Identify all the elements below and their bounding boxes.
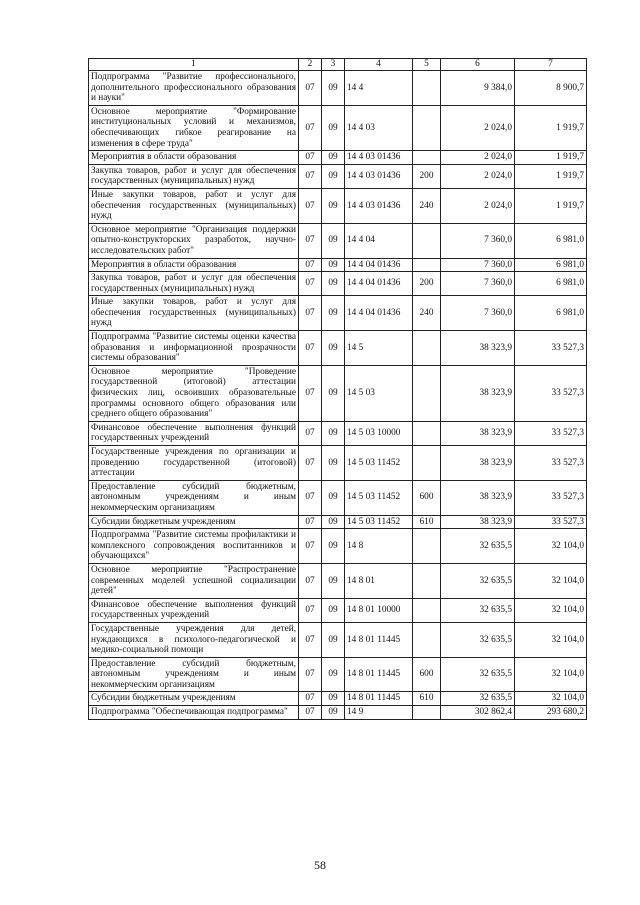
target-article-cell: 14 4 03 01436: [345, 164, 413, 188]
target-article-cell: 14 8: [345, 529, 413, 564]
amount-plan-cell: 38 323,9: [441, 515, 515, 529]
header-cell: 4: [345, 59, 413, 71]
amount-actual-cell: 8 900,7: [515, 71, 587, 106]
table-row: [89, 71, 587, 106]
amount-actual-cell: 33 527,3: [515, 515, 587, 529]
table-row: [89, 151, 587, 165]
table-row: [89, 105, 587, 150]
target-article-cell: 14 4 03 01436: [345, 151, 413, 165]
amount-actual-cell: 32 104,0: [515, 563, 587, 598]
target-article-cell: 14 4 04 01436: [345, 258, 413, 272]
target-article-cell: 14 8 01 10000: [345, 598, 413, 622]
table-row: [89, 188, 587, 223]
amount-plan-cell: 2 024,0: [441, 164, 515, 188]
expense-type-cell: 240: [413, 188, 441, 223]
amount-actual-cell: 6 981,0: [515, 296, 587, 331]
row-name-cell: Иные закупки товаров, работ и услуг для обеспечения государственных (муниципальных) нужд: [89, 296, 299, 331]
amount-plan-cell: 2 024,0: [441, 188, 515, 223]
amount-plan-cell: 32 635,5: [441, 692, 515, 706]
target-article-cell: 14 5 03: [345, 365, 413, 421]
row-name-cell: Основное мероприятие "Формирование институциональных условий и механизмов, обеспечивающих гибкое реагирование на изменения в сфере труда": [89, 105, 299, 150]
subsection-code-cell: 09: [322, 296, 345, 331]
header-cell: 3: [322, 59, 345, 71]
subsection-code-cell: 09: [322, 706, 345, 720]
table-row: [89, 657, 587, 692]
target-article-cell: 14 8 01 11445: [345, 622, 413, 657]
amount-actual-cell: 293 680,2: [515, 706, 587, 720]
expense-type-cell: [413, 331, 441, 366]
row-name-cell: Подпрограмма "Развитие профессионального, дополнительного профессионального образования и науки": [89, 71, 299, 106]
expense-type-cell: [413, 622, 441, 657]
section-code-cell: 07: [299, 105, 322, 150]
subsection-code-cell: 09: [322, 598, 345, 622]
expense-type-cell: [413, 706, 441, 720]
subsection-code-cell: 09: [322, 164, 345, 188]
subsection-code-cell: 09: [322, 563, 345, 598]
expense-type-cell: [413, 223, 441, 258]
amount-actual-cell: 1 919,7: [515, 188, 587, 223]
table-row: [89, 563, 587, 598]
expense-type-cell: [413, 529, 441, 564]
subsection-code-cell: 09: [322, 365, 345, 421]
expense-type-cell: 600: [413, 480, 441, 515]
subsection-code-cell: 09: [322, 529, 345, 564]
header-cell: 2: [299, 59, 322, 71]
table-row: [89, 223, 587, 258]
row-name-cell: Финансовое обеспечение выполнения функций государственных учреждений: [89, 421, 299, 445]
amount-actual-cell: 33 527,3: [515, 421, 587, 445]
table-row: [89, 365, 587, 421]
section-code-cell: 07: [299, 258, 322, 272]
row-name-cell: Предоставление субсидий бюджетным, автономным учреждениям и иным некоммерческим организациям: [89, 657, 299, 692]
section-code-cell: 07: [299, 515, 322, 529]
expense-type-cell: [413, 151, 441, 165]
amount-actual-cell: 6 981,0: [515, 272, 587, 296]
amount-plan-cell: 38 323,9: [441, 446, 515, 481]
target-article-cell: 14 4 03: [345, 105, 413, 150]
target-article-cell: 14 8 01: [345, 563, 413, 598]
table-row: [89, 598, 587, 622]
row-name-cell: Подпрограмма "Развитие системы оценки качества образования и информационной прозрачности системы образования": [89, 331, 299, 366]
table-row: [89, 258, 587, 272]
row-name-cell: Подпрограмма "Развитие системы профилактики и комплексного сопровождения воспитанников и обучающихся": [89, 529, 299, 564]
amount-plan-cell: 32 635,5: [441, 529, 515, 564]
subsection-code-cell: 09: [322, 105, 345, 150]
amount-actual-cell: 32 104,0: [515, 598, 587, 622]
subsection-code-cell: 09: [322, 71, 345, 106]
amount-actual-cell: 1 919,7: [515, 164, 587, 188]
section-code-cell: 07: [299, 563, 322, 598]
amount-actual-cell: 1 919,7: [515, 105, 587, 150]
subsection-code-cell: 09: [322, 692, 345, 706]
table-row: [89, 331, 587, 366]
amount-plan-cell: 7 360,0: [441, 296, 515, 331]
subsection-code-cell: 09: [322, 151, 345, 165]
table-row: [89, 421, 587, 445]
amount-actual-cell: 32 104,0: [515, 657, 587, 692]
amount-plan-cell: 32 635,5: [441, 563, 515, 598]
amount-actual-cell: 32 104,0: [515, 529, 587, 564]
table-row: [89, 622, 587, 657]
expense-type-cell: 600: [413, 657, 441, 692]
expense-type-cell: 610: [413, 692, 441, 706]
amount-plan-cell: 38 323,9: [441, 365, 515, 421]
expense-type-cell: 610: [413, 515, 441, 529]
row-name-cell: Иные закупки товаров, работ и услуг для обеспечения государственных (муниципальных) нужд: [89, 188, 299, 223]
target-article-cell: 14 4 03 01436: [345, 188, 413, 223]
subsection-code-cell: 09: [322, 480, 345, 515]
amount-actual-cell: 33 527,3: [515, 446, 587, 481]
amount-actual-cell: 32 104,0: [515, 622, 587, 657]
amount-plan-cell: 38 323,9: [441, 331, 515, 366]
expense-type-cell: [413, 446, 441, 481]
table-row: [89, 164, 587, 188]
subsection-code-cell: 09: [322, 331, 345, 366]
target-article-cell: 14 4 04: [345, 223, 413, 258]
section-code-cell: 07: [299, 188, 322, 223]
target-article-cell: 14 5 03 11452: [345, 446, 413, 481]
section-code-cell: 07: [299, 151, 322, 165]
row-name-cell: Субсидии бюджетным учреждениям: [89, 692, 299, 706]
amount-actual-cell: 33 527,3: [515, 331, 587, 366]
row-name-cell: Закупка товаров, работ и услуг для обеспечения государственных (муниципальных) нужд: [89, 164, 299, 188]
subsection-code-cell: 09: [322, 657, 345, 692]
row-name-cell: Государственные учреждения для детей, нуждающихся в психолого-педагогической и медико-социальной помощи: [89, 622, 299, 657]
row-name-cell: Основное мероприятие "Проведение государственной (итоговой) аттестации физических лиц, освоивших образовательные программы основного общего образования или среднего общего образования": [89, 365, 299, 421]
amount-plan-cell: 32 635,5: [441, 622, 515, 657]
expense-type-cell: 240: [413, 296, 441, 331]
amount-actual-cell: 33 527,3: [515, 365, 587, 421]
section-code-cell: 07: [299, 480, 322, 515]
target-article-cell: 14 4: [345, 71, 413, 106]
section-code-cell: 07: [299, 272, 322, 296]
budget-table: [88, 58, 587, 720]
section-code-cell: 07: [299, 657, 322, 692]
row-name-cell: Финансовое обеспечение выполнения функций государственных учреждений: [89, 598, 299, 622]
section-code-cell: 07: [299, 446, 322, 481]
row-name-cell: Субсидии бюджетным учреждениям: [89, 515, 299, 529]
table-body: [89, 71, 587, 720]
section-code-cell: 07: [299, 692, 322, 706]
expense-type-cell: 200: [413, 272, 441, 296]
expense-type-cell: 200: [413, 164, 441, 188]
expense-type-cell: [413, 598, 441, 622]
amount-plan-cell: 7 360,0: [441, 272, 515, 296]
subsection-code-cell: 09: [322, 188, 345, 223]
target-article-cell: 14 5 03 11452: [345, 480, 413, 515]
subsection-code-cell: 09: [322, 622, 345, 657]
amount-plan-cell: 2 024,0: [441, 151, 515, 165]
row-name-cell: Мероприятия в области образования: [89, 258, 299, 272]
expense-type-cell: [413, 421, 441, 445]
subsection-code-cell: 09: [322, 258, 345, 272]
header-cell: 5: [413, 59, 441, 71]
table-row: [89, 529, 587, 564]
target-article-cell: 14 4 04 01436: [345, 272, 413, 296]
expense-type-cell: [413, 258, 441, 272]
amount-actual-cell: 6 981,0: [515, 258, 587, 272]
table-row: [89, 706, 587, 720]
amount-actual-cell: 1 919,7: [515, 151, 587, 165]
amount-plan-cell: 38 323,9: [441, 421, 515, 445]
section-code-cell: 07: [299, 71, 322, 106]
header-cell: 1: [89, 59, 299, 71]
amount-plan-cell: 32 635,5: [441, 598, 515, 622]
row-name-cell: Закупка товаров, работ и услуг для обеспечения государственных (муниципальных) нужд: [89, 272, 299, 296]
header-cell: 7: [515, 59, 587, 71]
table-row: [89, 480, 587, 515]
table-row: [89, 272, 587, 296]
table-row: [89, 692, 587, 706]
target-article-cell: 14 5: [345, 331, 413, 366]
table-row: [89, 296, 587, 331]
subsection-code-cell: 09: [322, 515, 345, 529]
expense-type-cell: [413, 105, 441, 150]
section-code-cell: 07: [299, 706, 322, 720]
header-cell: 6: [441, 59, 515, 71]
amount-plan-cell: 32 635,5: [441, 657, 515, 692]
header-row: [89, 59, 587, 71]
section-code-cell: 07: [299, 598, 322, 622]
section-code-cell: 07: [299, 296, 322, 331]
row-name-cell: Мероприятия в области образования: [89, 151, 299, 165]
amount-plan-cell: 7 360,0: [441, 258, 515, 272]
row-name-cell: Основное мероприятие "Организация поддержки опытно-конструкторских разработок, научно-исследовательских работ": [89, 223, 299, 258]
row-name-cell: Основное мероприятие "Распространение современных моделей успешной социализации детей": [89, 563, 299, 598]
amount-actual-cell: 6 981,0: [515, 223, 587, 258]
amount-plan-cell: 9 384,0: [441, 71, 515, 106]
expense-type-cell: [413, 563, 441, 598]
section-code-cell: 07: [299, 365, 322, 421]
subsection-code-cell: 09: [322, 223, 345, 258]
section-code-cell: 07: [299, 164, 322, 188]
amount-actual-cell: 32 104,0: [515, 692, 587, 706]
expense-type-cell: [413, 71, 441, 106]
amount-plan-cell: 38 323,9: [441, 480, 515, 515]
amount-plan-cell: 302 862,4: [441, 706, 515, 720]
subsection-code-cell: 09: [322, 446, 345, 481]
table-row: [89, 515, 587, 529]
table-row: [89, 446, 587, 481]
section-code-cell: 07: [299, 223, 322, 258]
amount-plan-cell: 7 360,0: [441, 223, 515, 258]
subsection-code-cell: 09: [322, 421, 345, 445]
target-article-cell: 14 8 01 11445: [345, 657, 413, 692]
expense-type-cell: [413, 365, 441, 421]
subsection-code-cell: 09: [322, 272, 345, 296]
amount-actual-cell: 33 527,3: [515, 480, 587, 515]
target-article-cell: 14 5 03 11452: [345, 515, 413, 529]
target-article-cell: 14 9: [345, 706, 413, 720]
target-article-cell: 14 4 04 01436: [345, 296, 413, 331]
row-name-cell: Государственные учреждения по организации и проведению государственной (итоговой) аттестации: [89, 446, 299, 481]
target-article-cell: 14 5 03 10000: [345, 421, 413, 445]
row-name-cell: Подпрограмма "Обеспечивающая подпрограмма": [89, 706, 299, 720]
row-name-cell: Предоставление субсидий бюджетным, автономным учреждениям и иным некоммерческим организациям: [89, 480, 299, 515]
page-number: 58: [314, 858, 326, 872]
amount-plan-cell: 2 024,0: [441, 105, 515, 150]
section-code-cell: 07: [299, 331, 322, 366]
section-code-cell: 07: [299, 529, 322, 564]
section-code-cell: 07: [299, 622, 322, 657]
target-article-cell: 14 8 01 11445: [345, 692, 413, 706]
section-code-cell: 07: [299, 421, 322, 445]
